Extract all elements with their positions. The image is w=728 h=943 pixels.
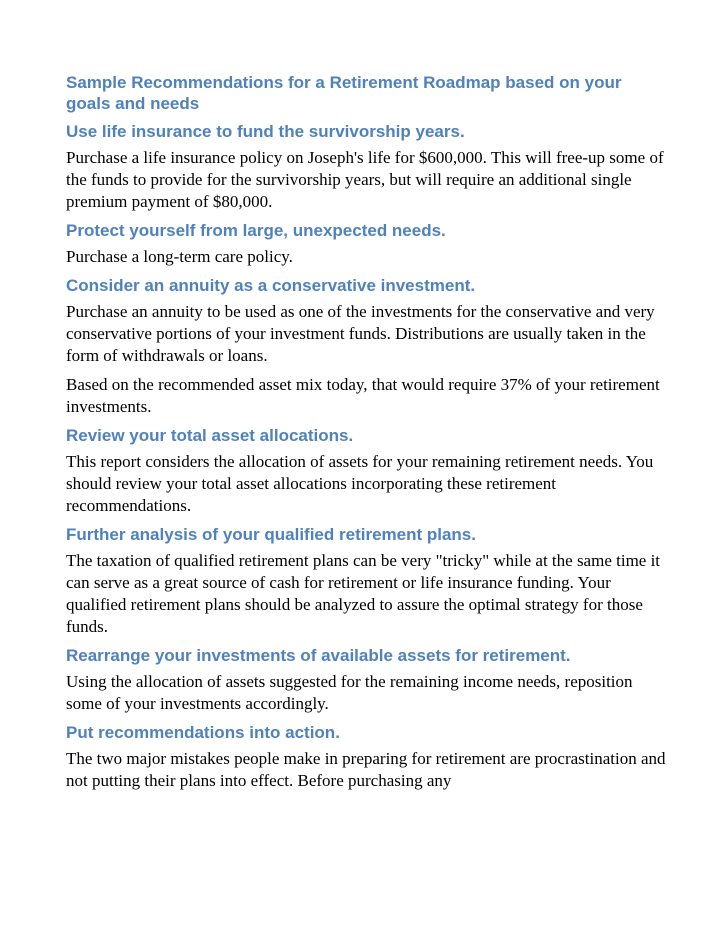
section-heading-qualified-plans: Further analysis of your qualified retirement plans. <box>66 525 476 544</box>
document-page <box>66 72 666 799</box>
section-heading-put-into-action: Put recommendations into action. <box>66 723 340 742</box>
section-paragraph: Based on the recommended asset mix today, that would require 37% of your retirement investments. <box>66 375 660 416</box>
section-heading-rearrange-investments: Rearrange your investments of available assets for retirement. <box>66 646 571 665</box>
section-paragraph: This report considers the allocation of assets for your remaining retirement needs. You should review your total asset allocations incorporating these retirement recommendations. <box>66 452 654 515</box>
section-heading-annuity: Consider an annuity as a conservative investment. <box>66 276 476 295</box>
section-paragraph: The two major mistakes people make in preparing for retirement are procrastination and not putting their plans into effect. Before purchasing any <box>66 749 666 790</box>
section-heading-unexpected-needs: Protect yourself from large, unexpected needs. <box>66 221 446 240</box>
section-paragraph: Using the allocation of assets suggested for the remaining income needs, reposition some of your investments accordingly. <box>66 672 633 713</box>
section-paragraph: Purchase an annuity to be used as one of the investments for the conservative and very conservative portions of your investment funds. Distributions are usually taken in the form of withdrawals or loans. <box>66 302 655 365</box>
section-paragraph: Purchase a long-term care policy. <box>66 247 293 266</box>
document-title: Sample Recommendations for a Retirement Roadmap based on your goals and needs <box>66 73 622 113</box>
section-paragraph: Purchase a life insurance policy on Joseph's life for $600,000. This will free-up some of the funds to provide for the survivorship years, but will require an additional single premium payment of $80,000. <box>66 148 664 211</box>
section-heading-asset-allocations: Review your total asset allocations. <box>66 426 354 445</box>
section-paragraph: The taxation of qualified retirement plans can be very "tricky" while at the same time it can serve as a great source of cash for retirement or life insurance funding. Your qualified retirement plans should be analyzed to assure the optimal strategy for those funds. <box>66 551 661 636</box>
section-heading-life-insurance: Use life insurance to fund the survivorship years. <box>66 122 465 141</box>
